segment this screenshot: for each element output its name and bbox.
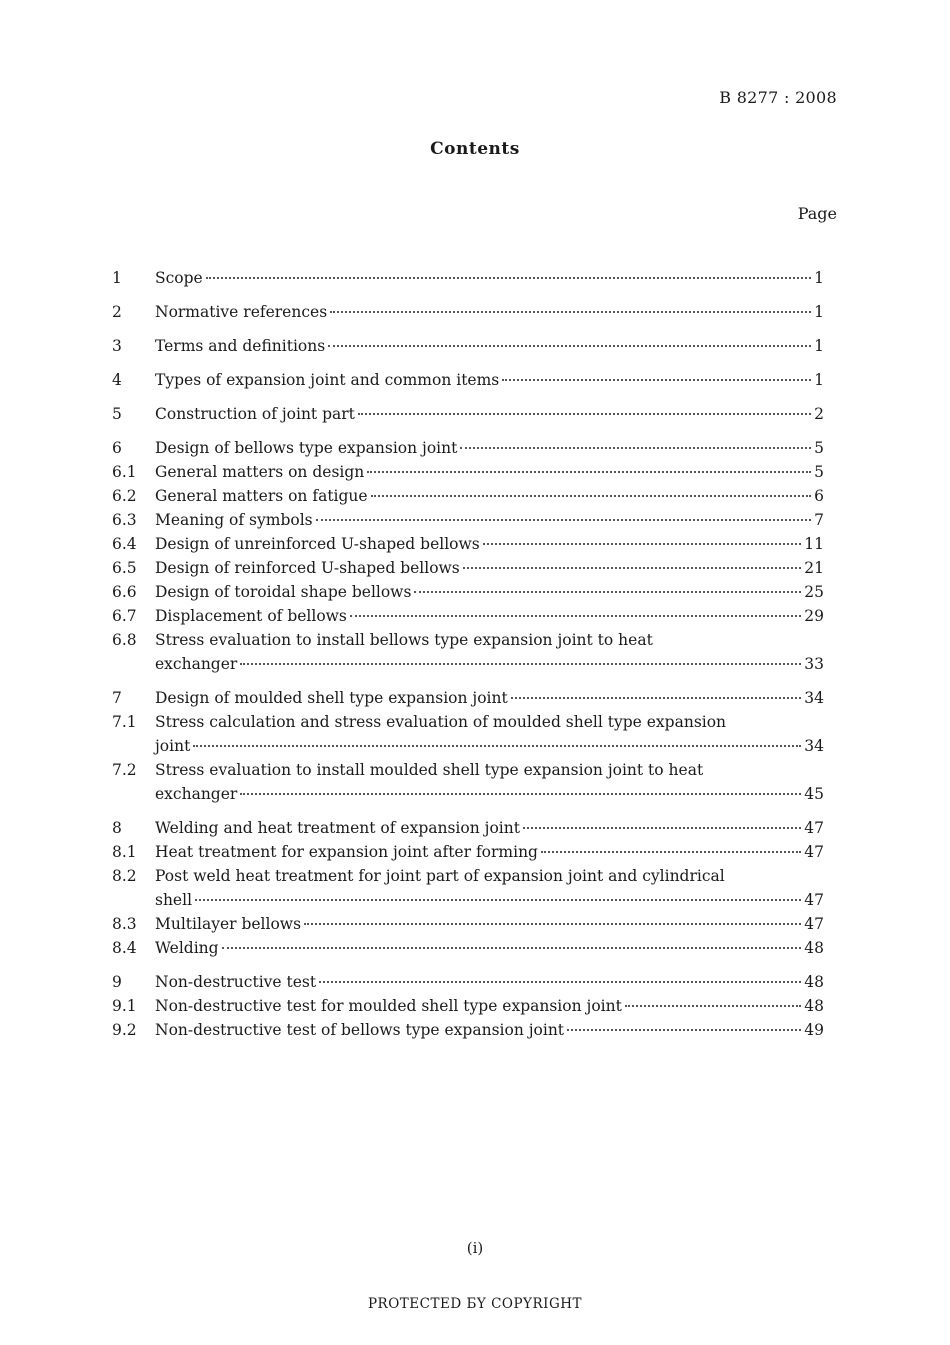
- toc-entry-number: 5: [112, 405, 122, 423]
- toc-entry-page: 1: [814, 303, 824, 321]
- toc-entry-title: Design of moulded shell type expansion joint: [155, 689, 508, 707]
- toc-entry-title: Stress evaluation to install bellows type expansion joint to heat: [155, 631, 653, 649]
- toc-entry[interactable]: [112, 556, 824, 580]
- dot-leader: [541, 851, 801, 853]
- toc-entry-number: 9: [112, 973, 122, 991]
- toc-entry-number: 8: [112, 819, 122, 837]
- toc-entry[interactable]: [112, 532, 824, 556]
- table-of-contents: [112, 266, 824, 1042]
- toc-entry-page: 29: [804, 607, 824, 625]
- dot-leader: [625, 1005, 801, 1007]
- toc-entry-page: 2: [814, 405, 824, 423]
- toc-entry-number: 7.1: [112, 713, 137, 731]
- toc-entry-number: 4: [112, 371, 122, 389]
- toc-entry-title: Non-destructive test of bellows type expansion joint: [155, 1021, 565, 1039]
- dot-leader: [567, 1029, 801, 1031]
- dot-leader: [316, 519, 811, 521]
- toc-entry-page: 6: [814, 487, 824, 505]
- toc-entry[interactable]: [112, 628, 824, 676]
- toc-entry[interactable]: [112, 686, 824, 710]
- toc-entry-number: 9.1: [112, 997, 137, 1015]
- toc-entry-title: Design of toroidal shape bellows: [155, 583, 412, 601]
- toc-entry-title: Stress evaluation to install moulded shell type expansion joint to heat: [155, 761, 704, 779]
- toc-entry-number: 9.2: [112, 1021, 137, 1039]
- toc-entry-page: 48: [804, 997, 824, 1015]
- dot-leader: [222, 947, 802, 949]
- toc-entry-title: Scope: [155, 269, 203, 287]
- toc-entry-title: shell: [155, 891, 193, 909]
- toc-entry-number: 6.2: [112, 487, 137, 505]
- dot-leader: [523, 827, 801, 829]
- dot-leader: [350, 615, 801, 617]
- toc-entry-page: 33: [804, 655, 824, 673]
- toc-entry-title: joint: [155, 737, 191, 755]
- toc-entry[interactable]: [112, 402, 824, 426]
- toc-entry-title: Construction of joint part: [155, 405, 355, 423]
- toc-entry[interactable]: [112, 816, 824, 840]
- toc-entry[interactable]: [112, 604, 824, 628]
- dot-leader: [195, 899, 801, 901]
- dot-leader: [328, 345, 811, 347]
- page-folio: (i): [466, 1239, 484, 1257]
- toc-entry-title: Meaning of symbols: [155, 511, 313, 529]
- toc-entry-number: 7.2: [112, 761, 137, 779]
- toc-entry[interactable]: [112, 508, 824, 532]
- toc-entry[interactable]: [112, 912, 824, 936]
- toc-entry-number: 8.1: [112, 843, 137, 861]
- dot-leader: [483, 543, 802, 545]
- toc-entry-title: Non-destructive test for moulded shell type expansion joint: [155, 997, 622, 1015]
- dot-leader: [367, 471, 811, 473]
- toc-entry[interactable]: [112, 994, 824, 1018]
- dot-leader: [319, 981, 801, 983]
- toc-entry-number: 6.3: [112, 511, 137, 529]
- dot-leader: [358, 413, 811, 415]
- toc-entry-number: 6.1: [112, 463, 137, 481]
- toc-entry-number: 8.4: [112, 939, 137, 957]
- toc-entry-page: 5: [814, 439, 824, 457]
- toc-entry-page: 34: [804, 737, 824, 755]
- toc-entry[interactable]: [112, 936, 824, 960]
- dot-leader: [463, 567, 802, 569]
- toc-entry-title: Welding and heat treatment of expansion joint: [155, 819, 520, 837]
- dot-leader: [511, 697, 802, 699]
- toc-entry[interactable]: [112, 436, 824, 460]
- toc-entry-page: 25: [804, 583, 824, 601]
- toc-entry[interactable]: [112, 758, 824, 806]
- toc-entry-title: Normative references: [155, 303, 328, 321]
- toc-entry-title: Welding: [155, 939, 219, 957]
- toc-entry-page: 45: [804, 785, 824, 803]
- toc-entry[interactable]: [112, 300, 824, 324]
- toc-entry-title: Displacement of bellows: [155, 607, 347, 625]
- toc-entry-title: Design of unreinforced U-shaped bellows: [155, 535, 480, 553]
- dot-leader: [304, 923, 801, 925]
- toc-entry-title: General matters on design: [155, 463, 365, 481]
- toc-entry-page: 21: [804, 559, 824, 577]
- toc-entry-title: exchanger: [155, 785, 238, 803]
- toc-entry[interactable]: [112, 368, 824, 392]
- dot-leader: [240, 663, 801, 665]
- toc-entry[interactable]: [112, 266, 824, 290]
- document-id: B 8277 : 2008: [719, 88, 837, 107]
- toc-entry-page: 48: [804, 939, 824, 957]
- toc-entry-number: 6: [112, 439, 122, 457]
- toc-entry-page: 47: [804, 819, 824, 837]
- toc-entry-title: Heat treatment for expansion joint after forming: [155, 843, 538, 861]
- toc-entry-number: 7: [112, 689, 122, 707]
- toc-entry-number: 6.7: [112, 607, 137, 625]
- toc-entry-title: Design of reinforced U-shaped bellows: [155, 559, 460, 577]
- toc-entry-number: 6.8: [112, 631, 137, 649]
- dot-leader: [371, 495, 812, 497]
- dot-leader: [193, 745, 801, 747]
- page-title: Contents: [430, 139, 520, 159]
- toc-entry-title: Design of bellows type expansion joint: [155, 439, 458, 457]
- toc-entry-title: Types of expansion joint and common items: [155, 371, 500, 389]
- toc-entry-title: Stress calculation and stress evaluation of moulded shell type expansion: [155, 713, 727, 731]
- dot-leader: [330, 311, 811, 313]
- toc-entry-title: exchanger: [155, 655, 238, 673]
- copyright-notice: PROTECTED БY COPYRIGHT: [367, 1296, 583, 1312]
- toc-entry-number: 8.2: [112, 867, 137, 885]
- toc-entry[interactable]: [112, 970, 824, 994]
- toc-entry-title: General matters on fatigue: [155, 487, 368, 505]
- toc-entry-page: 47: [804, 891, 824, 909]
- toc-entry-page: 11: [804, 535, 824, 553]
- toc-entry[interactable]: [112, 334, 824, 358]
- toc-entry-number: 6.6: [112, 583, 137, 601]
- dot-leader: [240, 793, 801, 795]
- dot-leader: [206, 277, 811, 279]
- toc-entry[interactable]: [112, 864, 824, 912]
- toc-entry-page: 47: [804, 915, 824, 933]
- toc-entry-number: 6.4: [112, 535, 137, 553]
- toc-entry-number: 1: [112, 269, 122, 287]
- toc-entry-number: 8.3: [112, 915, 137, 933]
- toc-entry-number: 6.5: [112, 559, 137, 577]
- toc-entry-page: 1: [814, 337, 824, 355]
- toc-entry-page: 48: [804, 973, 824, 991]
- toc-entry-number: 3: [112, 337, 122, 355]
- page-column-label: Page: [797, 204, 837, 223]
- toc-entry-title: Multilayer bellows: [155, 915, 302, 933]
- toc-entry-title: Non-destructive test: [155, 973, 317, 991]
- toc-entry[interactable]: [112, 1018, 824, 1042]
- toc-entry-title: Post weld heat treatment for joint part of expansion joint and cylindrical: [155, 867, 725, 885]
- toc-entry-title: Terms and definitions: [155, 337, 326, 355]
- dot-leader: [460, 447, 811, 449]
- toc-entry[interactable]: [112, 580, 824, 604]
- toc-entry-number: 2: [112, 303, 122, 321]
- dot-leader: [414, 591, 801, 593]
- toc-entry-page: 47: [804, 843, 824, 861]
- toc-entry-page: 7: [814, 511, 824, 529]
- toc-entry-page: 34: [804, 689, 824, 707]
- toc-entry[interactable]: [112, 710, 824, 758]
- toc-entry-page: 5: [814, 463, 824, 481]
- toc-entry-page: 49: [804, 1021, 824, 1039]
- toc-entry[interactable]: [112, 460, 824, 484]
- toc-entry[interactable]: [112, 840, 824, 864]
- toc-entry-page: 1: [814, 269, 824, 287]
- toc-entry[interactable]: [112, 484, 824, 508]
- toc-entry-page: 1: [814, 371, 824, 389]
- dot-leader: [502, 379, 811, 381]
